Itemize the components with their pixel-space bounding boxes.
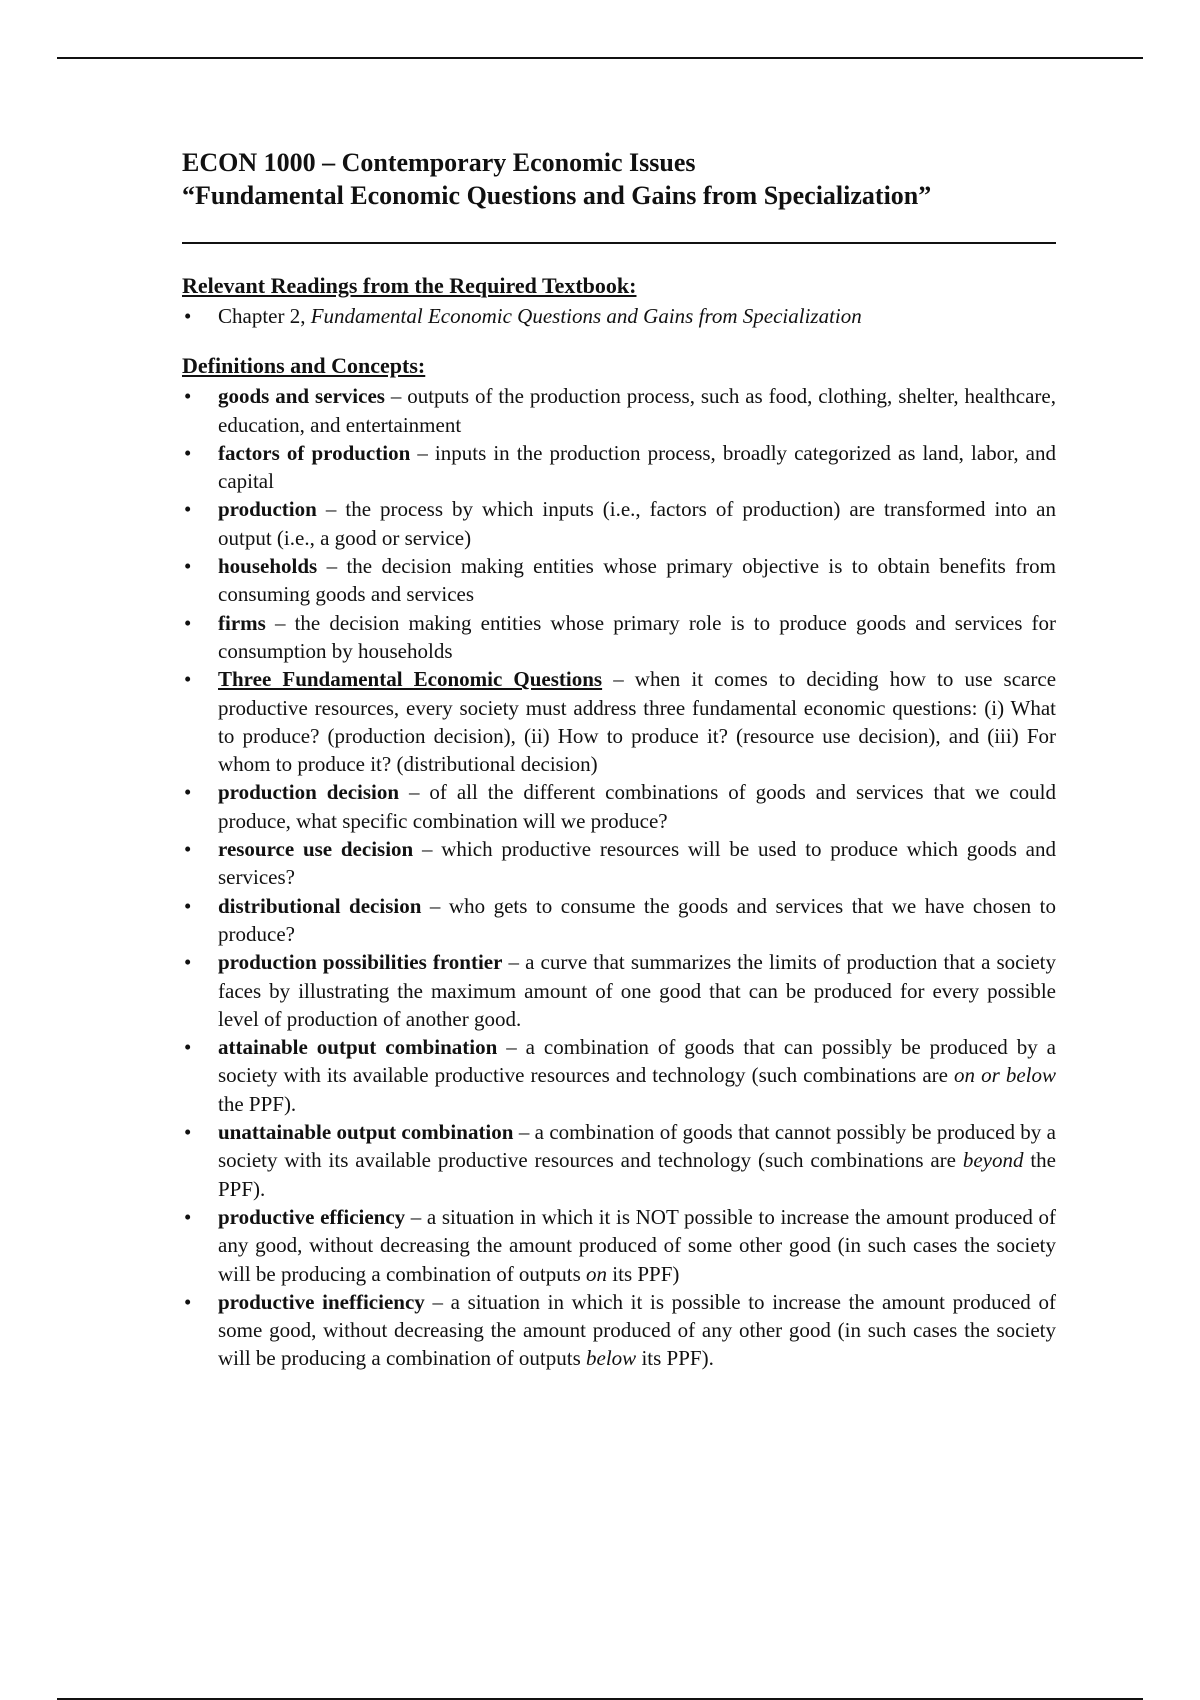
definition-term: Three Fundamental Economic Questions xyxy=(218,667,603,692)
bullet-icon: • xyxy=(184,780,192,805)
definition-term: factors of production xyxy=(218,440,411,465)
definition-item xyxy=(182,948,1056,1033)
definition-term: attainable output combination xyxy=(218,1035,498,1060)
definition-term: productive efficiency xyxy=(218,1204,406,1229)
bullet-icon: • xyxy=(184,1204,192,1229)
definition-text: – outputs of the production process, such as food, clothing, shelter, healthcare, education, and entertainment xyxy=(218,384,1056,437)
definition-term: unattainable output combination xyxy=(218,1120,514,1145)
bullet-icon: • xyxy=(184,384,192,409)
definition-term: production possibilities frontier xyxy=(218,950,503,975)
reading-title: Fundamental Economic Questions and Gains from Specialization xyxy=(310,304,862,328)
definition-text: – the process by which inputs (i.e., factors of production) are transformed into an output (i.e., a good or service) xyxy=(218,497,1056,550)
bullet-icon: • xyxy=(184,554,192,579)
definitions-heading: Definitions and Concepts: xyxy=(182,353,426,379)
readings-list xyxy=(182,302,1056,330)
definition-text: – when it comes to deciding how to use scarce productive resources, every society must address three fundamental economic questions: (i) What to produce? (production decision), (ii) How to produce it? (resource use decision), and (iii) For whom to produce it? (distributional decision) xyxy=(218,667,1057,777)
definition-text: – a situation in which it is NOT possible to increase the amount produced of any good, without decreasing the amount produced of some other good (in such cases the society will be producing a combination of outputs xyxy=(218,1204,1056,1286)
definition-term: households xyxy=(218,554,318,579)
definition-item xyxy=(182,892,1056,949)
definition-item xyxy=(182,778,1056,835)
definition-term: resource use decision xyxy=(218,837,414,862)
lecture-subtitle: “Fundamental Economic Questions and Gains from Specialization” xyxy=(182,181,932,210)
definition-emphasis: below xyxy=(586,1346,637,1371)
definition-item xyxy=(182,439,1056,496)
definition-text: – the decision making entities whose primary objective is to obtain benefits from consuming goods and services xyxy=(218,554,1056,607)
definition-text: – a curve that summarizes the limits of production that a society faces by illustrating the maximum amount of one good that can be produced for every possible level of production of another good. xyxy=(218,950,1056,1031)
definition-item xyxy=(182,835,1056,892)
readings-heading: Relevant Readings from the Required Textbook: xyxy=(182,273,637,298)
definition-term: firms xyxy=(218,610,266,635)
definition-term: goods and services xyxy=(218,384,385,409)
bullet-icon: • xyxy=(184,304,192,328)
definition-text: – a combination of goods that cannot possibly be produced by a society with its available productive resources and technology (such combinations are xyxy=(218,1120,1056,1173)
definition-text: – who gets to consume the goods and services that we have chosen to produce? xyxy=(218,893,1056,946)
definition-item xyxy=(182,382,1056,439)
definition-item xyxy=(182,1118,1056,1203)
bullet-icon: • xyxy=(184,497,192,522)
definition-tail: its PPF). xyxy=(636,1346,714,1371)
page-top-rule xyxy=(57,57,1143,59)
definition-emphasis: on xyxy=(586,1261,608,1286)
document-body xyxy=(182,146,1056,1373)
definitions-list xyxy=(182,382,1056,1372)
definition-tail: its PPF) xyxy=(607,1261,680,1286)
definition-item xyxy=(182,609,1056,666)
bullet-icon: • xyxy=(184,837,192,862)
definition-term: production xyxy=(218,497,317,522)
definition-text: – which productive resources will be used to produce which goods and services? xyxy=(218,837,1056,890)
definition-item xyxy=(182,495,1056,552)
course-title: ECON 1000 – Contemporary Economic Issues xyxy=(182,148,696,177)
definition-term: production decision xyxy=(218,780,400,805)
definition-term: distributional decision xyxy=(218,893,422,918)
bullet-icon: • xyxy=(184,893,192,918)
bullet-icon: • xyxy=(184,440,192,465)
definition-text: – the decision making entities whose primary role is to produce goods and services for consumption by households xyxy=(218,610,1056,663)
definition-item xyxy=(182,665,1056,778)
definition-text: – of all the different combinations of goods and services that we could produce, what specific combination will we produce? xyxy=(218,780,1057,833)
reading-prefix: Chapter 2, xyxy=(218,304,311,328)
bullet-icon: • xyxy=(184,950,192,975)
definition-term: productive inefficiency xyxy=(218,1289,425,1314)
bullet-icon: • xyxy=(184,1035,192,1060)
definition-emphasis: beyond xyxy=(962,1148,1024,1173)
definition-item xyxy=(182,1033,1056,1118)
bullet-icon: • xyxy=(184,1120,192,1145)
definition-text: – a situation in which it is possible to increase the amount produced of some good, without decreasing the amount produced of any other good (in such cases the society will be producing a combination of outputs xyxy=(218,1289,1056,1371)
definition-text: – a combination of goods that can possibly be produced by a society with its available productive resources and technology (such combinations are xyxy=(218,1035,1056,1088)
definition-emphasis: on or below xyxy=(954,1063,1056,1088)
definition-item xyxy=(182,552,1056,609)
bullet-icon: • xyxy=(184,667,192,692)
bullet-icon: • xyxy=(184,1289,192,1314)
definition-tail: the PPF). xyxy=(218,1091,297,1116)
title-divider xyxy=(182,242,1056,244)
definition-text: – inputs in the production process, broadly categorized as land, labor, and capital xyxy=(218,440,1056,494)
definition-tail: the PPF). xyxy=(218,1148,1057,1201)
reading-item xyxy=(182,302,1056,330)
definition-item xyxy=(182,1203,1056,1288)
bullet-icon: • xyxy=(184,610,192,635)
definition-item xyxy=(182,1288,1056,1373)
